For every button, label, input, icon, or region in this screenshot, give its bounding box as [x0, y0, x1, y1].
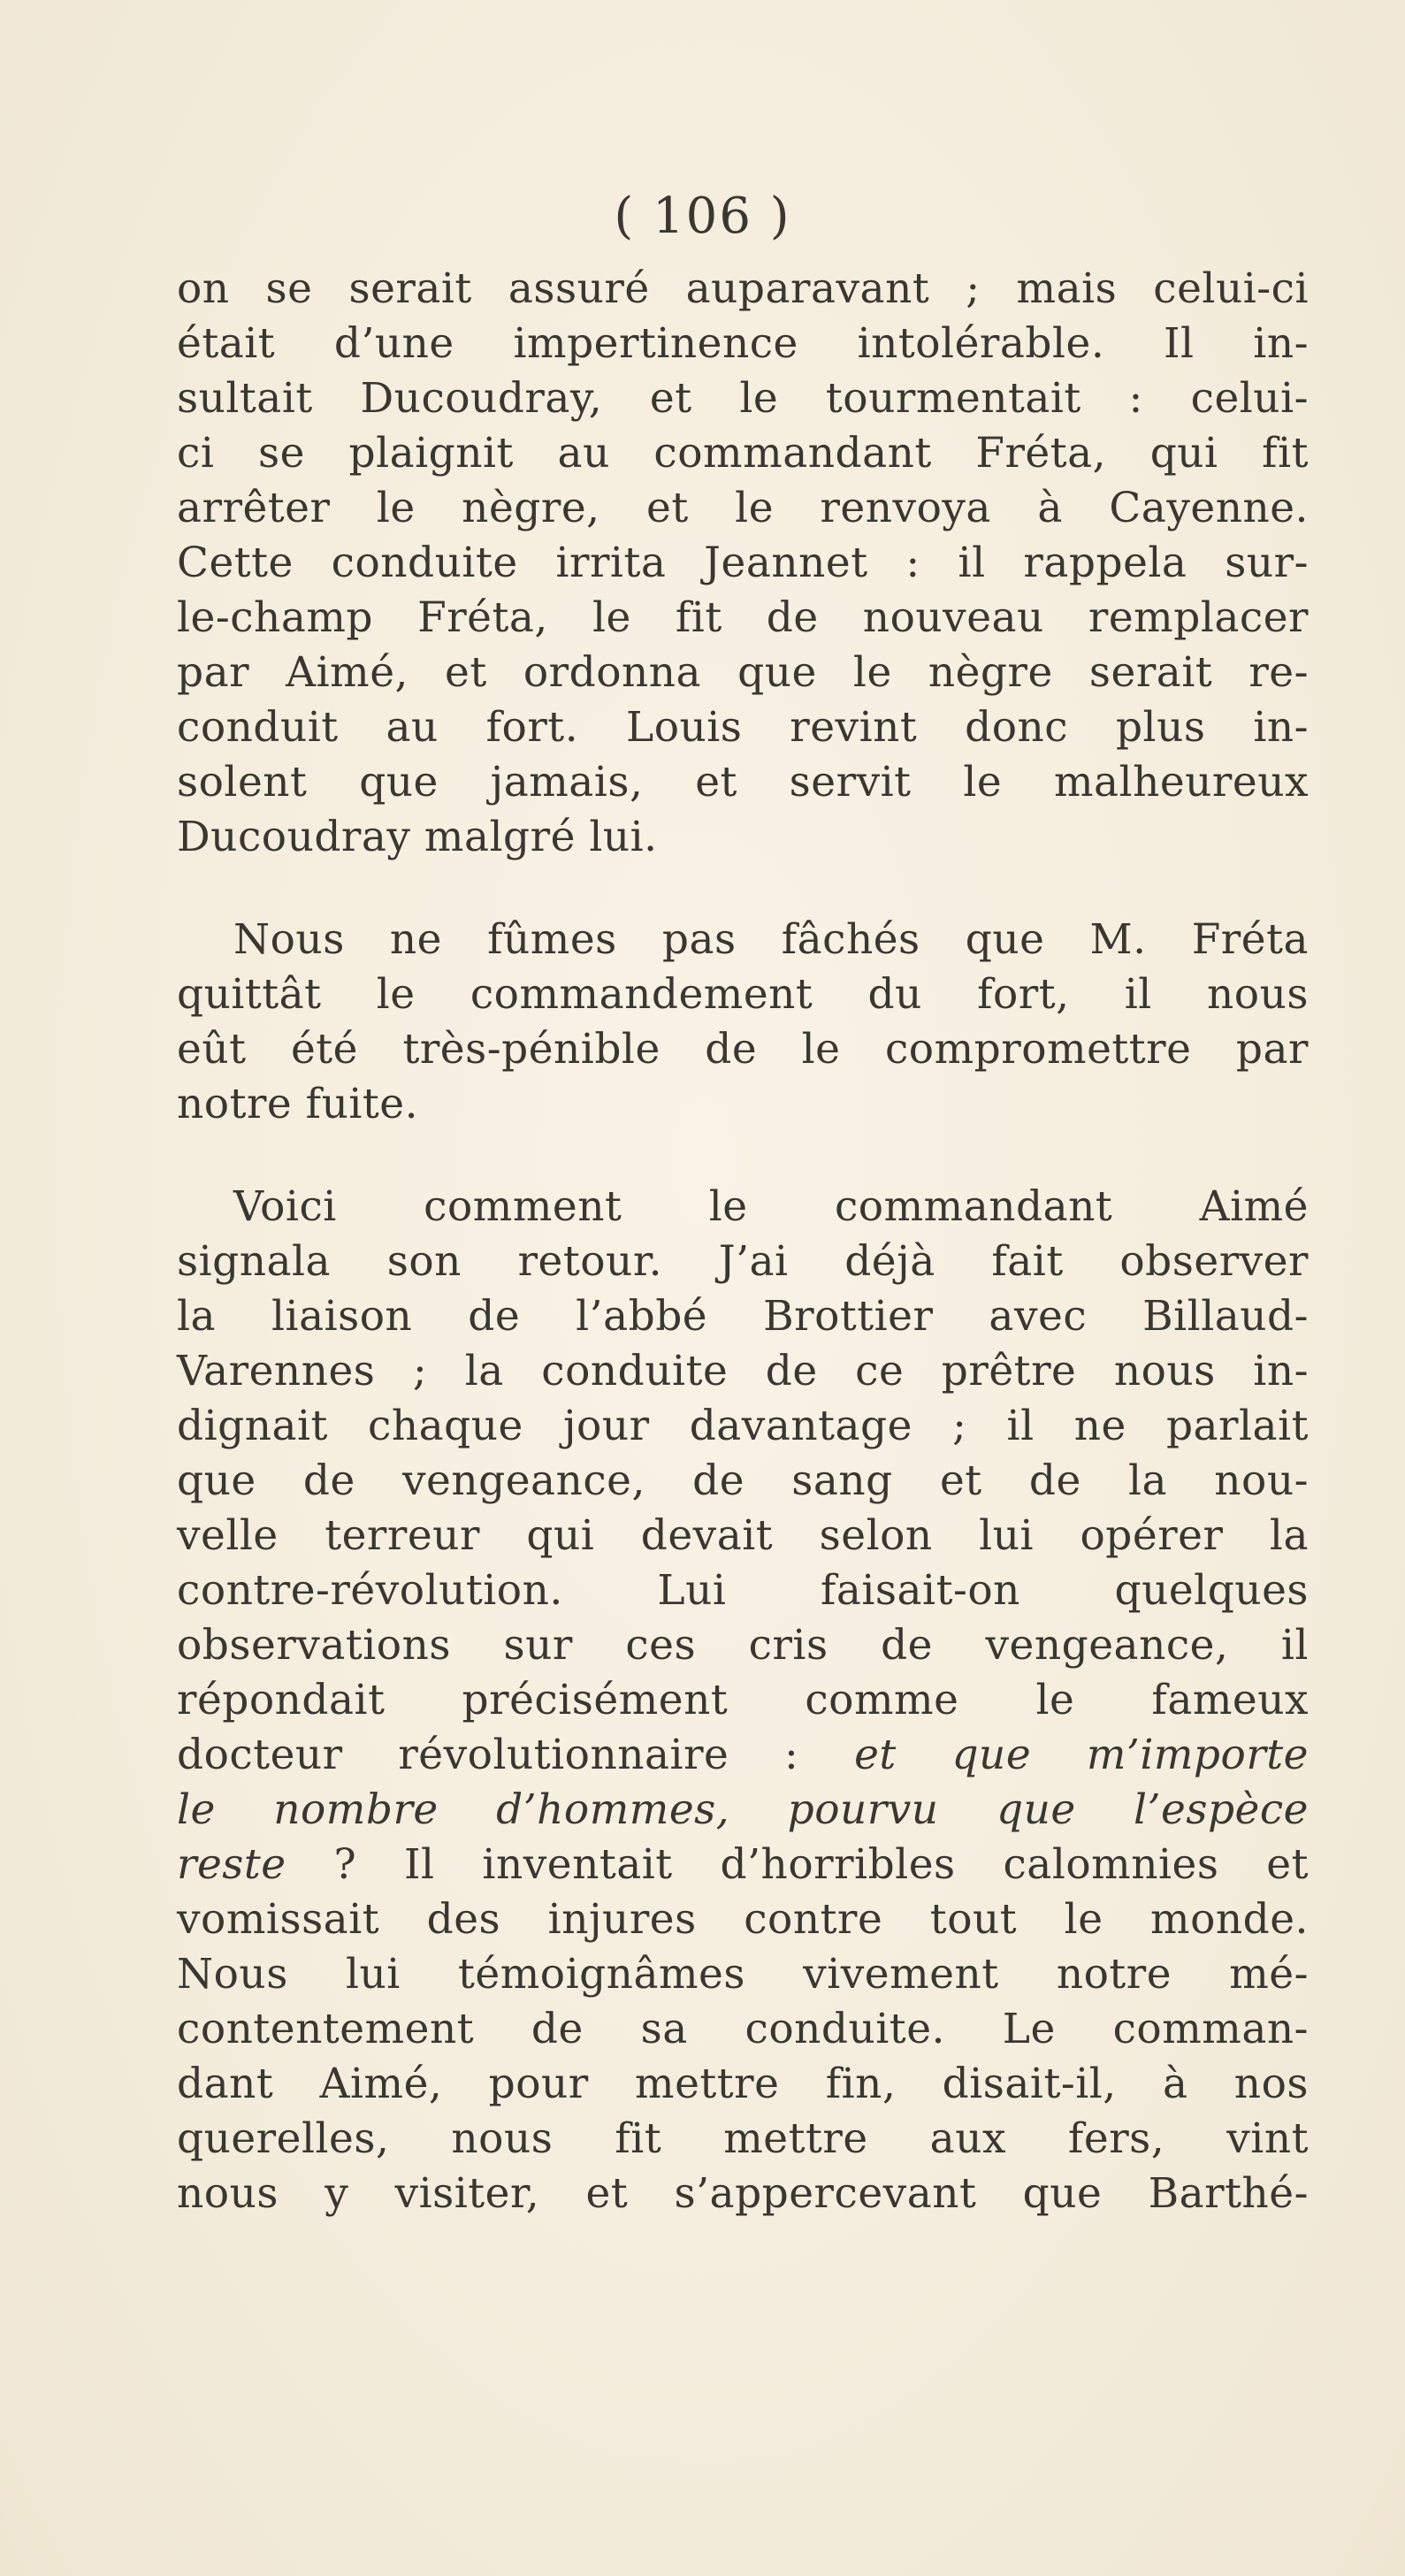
text-line: le-champ Fréta, le fit de nouveau remplacer — [177, 593, 1309, 642]
text-line: vomissait des injures contre tout le monde. — [177, 1895, 1309, 1944]
text-line: était d’une impertinence intolérable. Il in- — [177, 319, 1309, 368]
text-line: que de vengeance, de sang et de la nou- — [177, 1456, 1309, 1505]
text-line: Cette conduite irrita Jeannet : il rappela sur- — [177, 539, 1309, 587]
paragraph-1 — [177, 262, 1309, 865]
text-line: Nous lui témoignâmes vivement notre mé- — [177, 1950, 1309, 1999]
text-line-with-italic — [177, 1838, 1309, 1892]
paragraph-gap — [177, 1132, 1309, 1180]
italic-quote-line: le nombre d’hommes, pourvu que l’espèce — [177, 1785, 1309, 1834]
text-line: eût été très-pénible de le compromettre par — [177, 1025, 1309, 1074]
text-line: contre-révolution. Lui faisait-on quelques — [177, 1566, 1309, 1615]
text-line: nous y visiter, et s’appercevant que Barthé- — [177, 2169, 1309, 2218]
text-line: répondait précisément comme le fameux — [177, 1676, 1309, 1724]
text-line: on se serait assuré auparavant ; mais celui-ci — [177, 264, 1309, 313]
text-line: par Aimé, et ordonna que le nègre serait re- — [177, 648, 1309, 697]
text-line: la liaison de l’abbé Brottier avec Billaud- — [177, 1292, 1309, 1341]
text-line: conduit au fort. Louis revint donc plus in- — [177, 703, 1309, 752]
text-line: quittât le commandement du fort, il nous — [177, 970, 1309, 1019]
text-line: dignait chaque jour davantage ; il ne parlait — [177, 1402, 1309, 1450]
text-line: ci se plaignit au commandant Fréta, qui fit — [177, 429, 1309, 478]
italic-quote: et que m’importe — [854, 1731, 1309, 1779]
text-line: sultait Ducoudray, et le tourmentait : celui- — [177, 374, 1309, 423]
text-fragment: ? Il inventait d’horribles calomnies et — [286, 1840, 1309, 1889]
paragraph-2 — [177, 913, 1309, 1132]
text-line: signala son retour. J’ai déjà fait observer — [177, 1237, 1309, 1286]
body-text — [177, 262, 1309, 2221]
text-line: arrêter le nègre, et le renvoya à Cayenne. — [177, 484, 1309, 532]
text-line: velle terreur qui devait selon lui opérer la — [177, 1511, 1309, 1560]
italic-quote: reste — [177, 1840, 286, 1889]
text-line: notre fuite. — [177, 1080, 419, 1128]
paragraph-gap — [177, 865, 1309, 913]
text-line: contentement de sa conduite. Le comman- — [177, 2005, 1309, 2053]
text-line: Ducoudray malgré lui. — [177, 813, 658, 861]
page-number: ( 106 ) — [614, 187, 791, 245]
text-line: Nous ne fûmes pas fâchés que M. Fréta — [233, 915, 1309, 964]
text-line: querelles, nous fit mettre aux fers, vint — [177, 2114, 1309, 2163]
text-line: observations sur ces cris de vengeance, il — [177, 1621, 1309, 1670]
text-line-with-italic — [177, 1728, 1309, 1783]
text-line: solent que jamais, et servit le malheureux — [177, 758, 1309, 806]
paragraph-3 — [177, 1180, 1309, 2221]
text-fragment: docteur révolutionnaire : — [177, 1731, 799, 1779]
text-line: dant Aimé, pour mettre fin, disait-il, à nos — [177, 2060, 1309, 2108]
text-line: Varennes ; la conduite de ce prêtre nous in- — [177, 1347, 1309, 1395]
text-line: Voici comment le commandant Aimé — [233, 1182, 1309, 1231]
